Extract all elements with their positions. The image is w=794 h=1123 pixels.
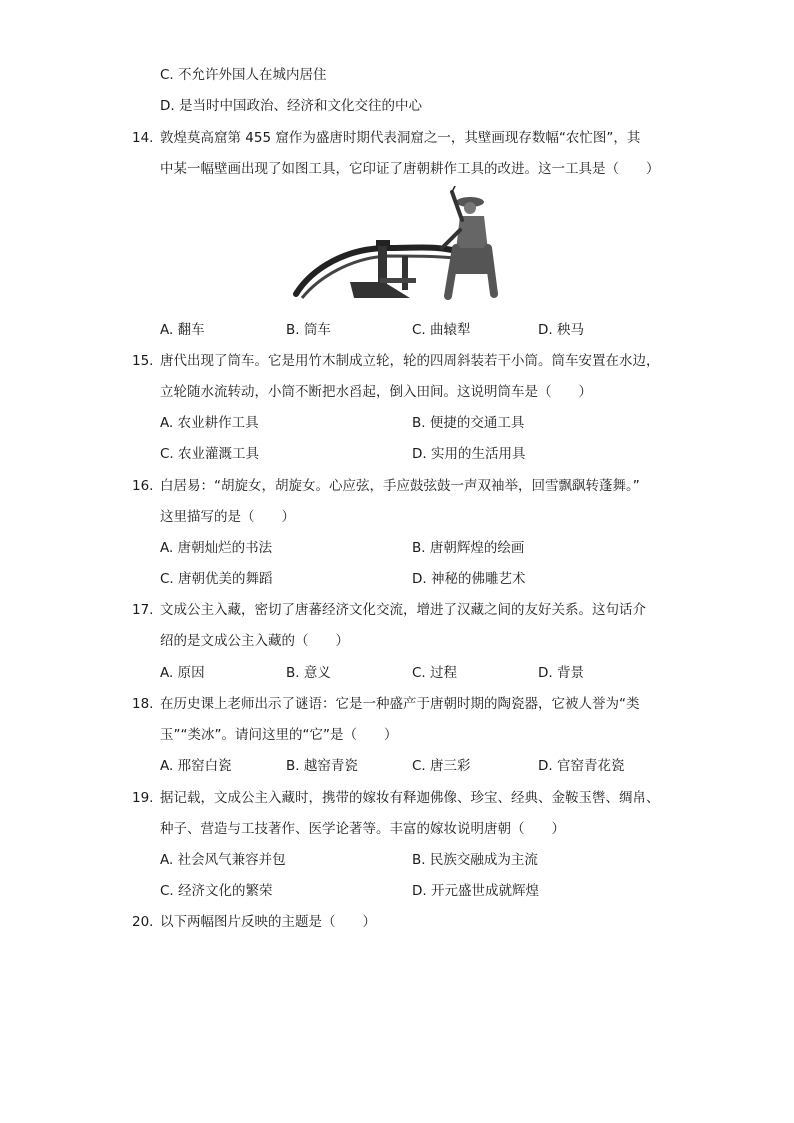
q15-option-d: D. 实用的生活用具 [412,446,526,462]
q14-option-d: D. 秧马 [538,322,584,338]
q18-option-b: B. 越窑青瓷 [286,758,358,774]
q18-stem-line-1: 在历史课上老师出示了谜语：它是一种盛产于唐朝时期的陶瓷器，它被人誉为“类 [160,696,640,712]
q18-option-a: A. 邢窑白瓷 [160,758,232,774]
q18-number: 18. [132,696,154,712]
q14-option-b: B. 筒车 [286,322,331,338]
q14-stem-line-2: 中某一幅壁画出现了如图工具，它印证了唐朝耕作工具的改进。这一工具是（ ） [160,161,660,177]
q20-stem-line-1: 以下两幅图片反映的主题是（ ） [160,914,376,930]
q14-option-a: A. 翻车 [160,322,205,338]
q17-option-c: C. 过程 [412,665,458,681]
q16-option-a: A. 唐朝灿烂的书法 [160,540,273,556]
q17-option-d: D. 背景 [538,665,584,681]
q16-number: 16. [132,478,154,494]
farmer-with-plough-illustration [292,186,504,310]
q16-option-d: D. 神秘的佛雕艺术 [412,571,526,587]
q14-number: 14. [132,130,154,146]
q14-option-c: C. 曲辕犁 [412,322,471,338]
q14-stem-line-1: 敦煌莫高窟第 455 窟作为盛唐时期代表洞窟之一，其壁画现存数幅“农忙图”，其 [160,130,641,146]
q19-option-b: B. 民族交融成为主流 [412,852,538,868]
q16-stem-line-2: 这里描写的是（ ） [160,509,295,525]
q15-option-b: B. 便捷的交通工具 [412,415,525,431]
q19-option-c: C. 经济文化的繁荣 [160,883,273,899]
q19-number: 19. [132,790,154,806]
q15-stem-line-1: 唐代出现了筒车。它是用竹木制成立轮，轮的四周斜装若干小筒。筒车安置在水边， [160,353,660,369]
q18-option-c: C. 唐三彩 [412,758,471,774]
q19-option-a: A. 社会风气兼容并包 [160,852,286,868]
q18-option-d: D. 官窑青花瓷 [538,758,625,774]
q13-option-d: D. 是当时中国政治、经济和文化交往的中心 [160,98,422,114]
q20-number: 20. [132,914,154,930]
q19-stem-line-2: 种子、营造与工技著作、医学论著等。丰富的嫁妆说明唐朝（ ） [160,821,565,837]
q16-option-b: B. 唐朝辉煌的绘画 [412,540,525,556]
q15-option-c: C. 农业灌溉工具 [160,446,260,462]
q17-option-a: A. 原因 [160,665,205,681]
q19-stem-line-1: 据记载，文成公主入藏时，携带的嫁妆有释迦佛像、珍宝、经典、金鞍玉辔、绸帛、 [160,790,660,806]
q13-option-c: C. 不允许外国人在城内居住 [160,67,327,83]
q17-stem-line-1: 文成公主入藏，密切了唐蕃经济文化交流，增进了汉藏之间的友好关系。这句话介 [160,602,646,618]
q17-number: 17. [132,602,154,618]
q19-option-d: D. 开元盛世成就辉煌 [412,883,539,899]
q16-stem-line-1: 白居易：“胡旋女，胡旋女。心应弦，手应鼓弦鼓一声双袖举，回雪飘飖转蓬舞。” [160,478,640,494]
q16-option-c: C. 唐朝优美的舞蹈 [160,571,273,587]
q15-stem-line-2: 立轮随水流转动，小筒不断把水舀起，倒入田间。这说明筒车是（ ） [160,384,592,400]
q17-stem-line-2: 绍的是文成公主入藏的（ ） [160,633,349,649]
q15-option-a: A. 农业耕作工具 [160,415,259,431]
q18-stem-line-2: 玉”“类冰”。请问这里的“它”是（ ） [160,727,398,743]
plough-figure [292,186,504,310]
q15-number: 15. [132,353,154,369]
q17-option-b: B. 意义 [286,665,331,681]
